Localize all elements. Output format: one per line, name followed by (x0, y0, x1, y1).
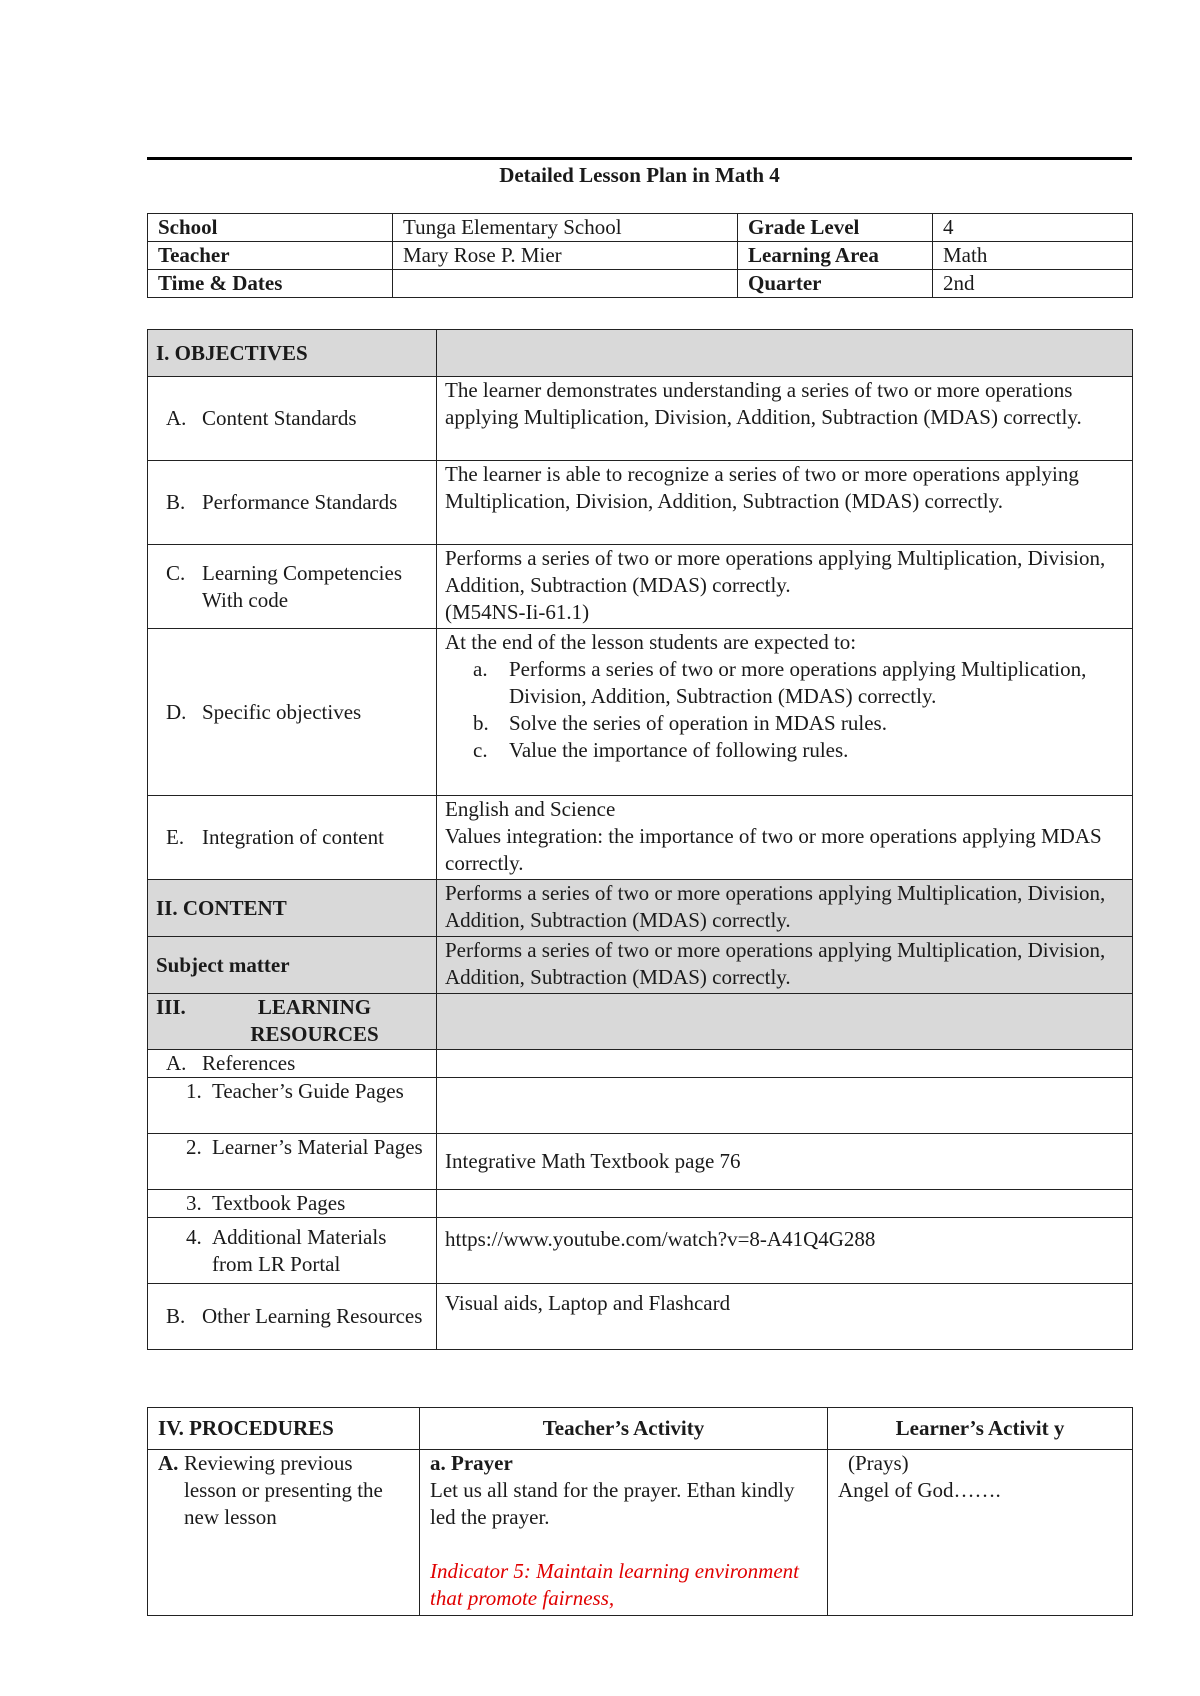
school-info-table (147, 213, 1133, 298)
performance-standards-text: The learner is able to recognize a series of two or more operations applying Multiplication, Division, Addition, Subtraction (MDAS) correctly. (437, 461, 1133, 545)
subject-matter-text: Performs a series of two or more operations applying Multiplication, Division, Addition, Subtraction (MDAS) correctly. (437, 937, 1133, 994)
time-dates-value (393, 270, 738, 298)
school-label: School (148, 214, 393, 242)
reviewing-lesson-label (148, 1450, 420, 1616)
integration-cell (437, 796, 1133, 880)
prayer-text: Let us all stand for the prayer. Ethan kindly led the prayer. (430, 1478, 795, 1529)
grade-level-value: 4 (933, 214, 1133, 242)
list-item-text: Performs a series of two or more operations applying Multiplication, Division, Addition, Subtraction (MDAS) correctly. (509, 657, 1087, 708)
table-row (148, 629, 1133, 796)
specific-objectives-title: Specific objectives (202, 699, 362, 724)
integration-label (148, 796, 437, 880)
ref-title: Additional Materials from LR Portal (212, 1224, 387, 1276)
prayer-title: a. Prayer (430, 1451, 513, 1475)
indicator-note: Indicator 5: Maintain learning environment that promote fairness, (430, 1559, 799, 1610)
list-number: 4. (186, 1224, 202, 1249)
list-item (445, 710, 1124, 737)
procedures-heading: IV. PROCEDURES (148, 1408, 420, 1450)
learning-competencies-cell (437, 545, 1133, 629)
list-letter: A. (166, 406, 187, 430)
table-row (148, 1450, 1133, 1616)
references-blank (437, 1050, 1133, 1078)
references-label (148, 1050, 437, 1078)
list-letter: E. (166, 825, 185, 849)
ref-title: Textbook Pages (212, 1191, 346, 1215)
list-item (445, 656, 1124, 710)
table-row (148, 1134, 1133, 1190)
list-number: 3. (186, 1191, 202, 1215)
integration-line2: Values integration: the importance of two or more operations applying MDAS correctly. (445, 824, 1102, 875)
specific-objectives-cell (437, 629, 1133, 796)
page-title: Detailed Lesson Plan in Math 4 (499, 163, 780, 187)
reviewing-lesson-text: Reviewing previous lesson or presenting the new lesson (184, 1451, 383, 1529)
competency-code: (M54NS-Ii-61.1) (445, 600, 590, 624)
table-row (148, 937, 1133, 994)
teachers-guide-label (148, 1078, 437, 1134)
learner-prays: (Prays) (848, 1451, 909, 1475)
table-row (148, 994, 1133, 1050)
table-row (148, 330, 1133, 377)
textbook-pages-label (148, 1190, 437, 1218)
objectives-heading: I. OBJECTIVES (148, 330, 437, 377)
learning-resources-blank (437, 994, 1133, 1050)
list-item-text: Solve the series of operation in MDAS rules. (509, 711, 887, 735)
table-row (148, 796, 1133, 880)
spacer (430, 1531, 817, 1558)
content-standards-text: The learner demonstrates understanding a series of two or more operations applying Multiplication, Division, Addition, Subtraction (MDAS) correctly. (437, 377, 1133, 461)
list-letter: b. (473, 711, 489, 735)
learning-competencies-title: Learning Competencies With code (202, 560, 403, 612)
content-text: Performs a series of two or more operations applying Multiplication, Division, Addition, Subtraction (MDAS) correctly. (437, 880, 1133, 937)
learning-area-value: Math (933, 242, 1133, 270)
learners-material-value: Integrative Math Textbook page 76 (437, 1134, 1133, 1190)
other-resources-value: Visual aids, Laptop and Flashcard (437, 1284, 1133, 1350)
teachers-activity-heading: Teacher’s Activity (420, 1408, 828, 1450)
learning-area-label: Learning Area (738, 242, 933, 270)
additional-materials-link[interactable]: https://www.youtube.com/watch?v=8-A41Q4G288 (437, 1218, 1133, 1284)
performance-standards-label (148, 461, 437, 545)
heading-number: III. (156, 995, 186, 1019)
objectives-table (147, 329, 1133, 1350)
table-row (148, 461, 1133, 545)
list-letter: A. (158, 1451, 179, 1475)
table-row (148, 214, 1133, 242)
list-letter: c. (473, 738, 488, 762)
table-row (148, 1050, 1133, 1078)
top-rule (147, 157, 1132, 160)
table-row (148, 1190, 1133, 1218)
table-row (148, 1078, 1133, 1134)
list-number: 2. (186, 1135, 202, 1159)
list-letter: C. (166, 560, 186, 585)
grade-level-label: Grade Level (738, 214, 933, 242)
learner-activity-cell (828, 1450, 1133, 1616)
table-row (148, 1284, 1133, 1350)
table-row (148, 242, 1133, 270)
quarter-label: Quarter (738, 270, 933, 298)
integration-title: Integration of content (202, 825, 384, 849)
list-letter: A. (166, 1051, 187, 1075)
teacher-value: Mary Rose P. Mier (393, 242, 738, 270)
teachers-guide-value (437, 1078, 1133, 1134)
integration-line1: English and Science (445, 797, 616, 821)
list-number: 1. (186, 1079, 202, 1103)
list-letter: a. (473, 657, 488, 681)
textbook-pages-value (437, 1190, 1133, 1218)
learning-competencies-label (148, 545, 437, 629)
additional-materials-label (148, 1218, 437, 1284)
procedures-table (147, 1407, 1133, 1616)
time-dates-label: Time & Dates (148, 270, 393, 298)
learner-prayer-text: Angel of God……. (838, 1478, 1001, 1502)
learners-material-label (148, 1134, 437, 1190)
specific-objectives-label (148, 629, 437, 796)
other-resources-label (148, 1284, 437, 1350)
list-letter: D. (166, 699, 187, 724)
table-row (148, 880, 1133, 937)
teacher-label: Teacher (148, 242, 393, 270)
content-heading: II. CONTENT (148, 880, 437, 937)
list-letter: B. (166, 1304, 186, 1328)
table-row (148, 545, 1133, 629)
content-standards-title: Content Standards (202, 406, 357, 430)
teacher-activity-cell (420, 1450, 828, 1616)
other-resources-title: Other Learning Resources (202, 1304, 423, 1328)
learning-competencies-text: Performs a series of two or more operations applying Multiplication, Division, Addition, Subtraction (MDAS) correctly. (445, 546, 1106, 597)
list-item (445, 737, 1124, 764)
list-item-text: Value the importance of following rules. (509, 738, 849, 762)
learners-activity-heading: Learner’s Activit y (828, 1408, 1133, 1450)
heading-text: LEARNING RESOURCES (250, 995, 379, 1046)
table-row (148, 270, 1133, 298)
specific-objectives-intro: At the end of the lesson students are expected to: (445, 630, 857, 654)
school-value: Tunga Elementary School (393, 214, 738, 242)
list-letter: B. (166, 490, 186, 514)
table-row (148, 1408, 1133, 1450)
quarter-value: 2nd (933, 270, 1133, 298)
learning-resources-heading (148, 994, 437, 1050)
content-standards-label (148, 377, 437, 461)
subject-matter-label: Subject matter (148, 937, 437, 994)
ref-title: Teacher’s Guide Pages (212, 1079, 404, 1103)
table-row (148, 1218, 1133, 1284)
performance-standards-title: Performance Standards (202, 490, 398, 514)
references-title: References (202, 1051, 296, 1075)
table-row (148, 377, 1133, 461)
ref-title: Learner’s Material Pages (212, 1135, 423, 1159)
objectives-heading-blank (437, 330, 1133, 377)
